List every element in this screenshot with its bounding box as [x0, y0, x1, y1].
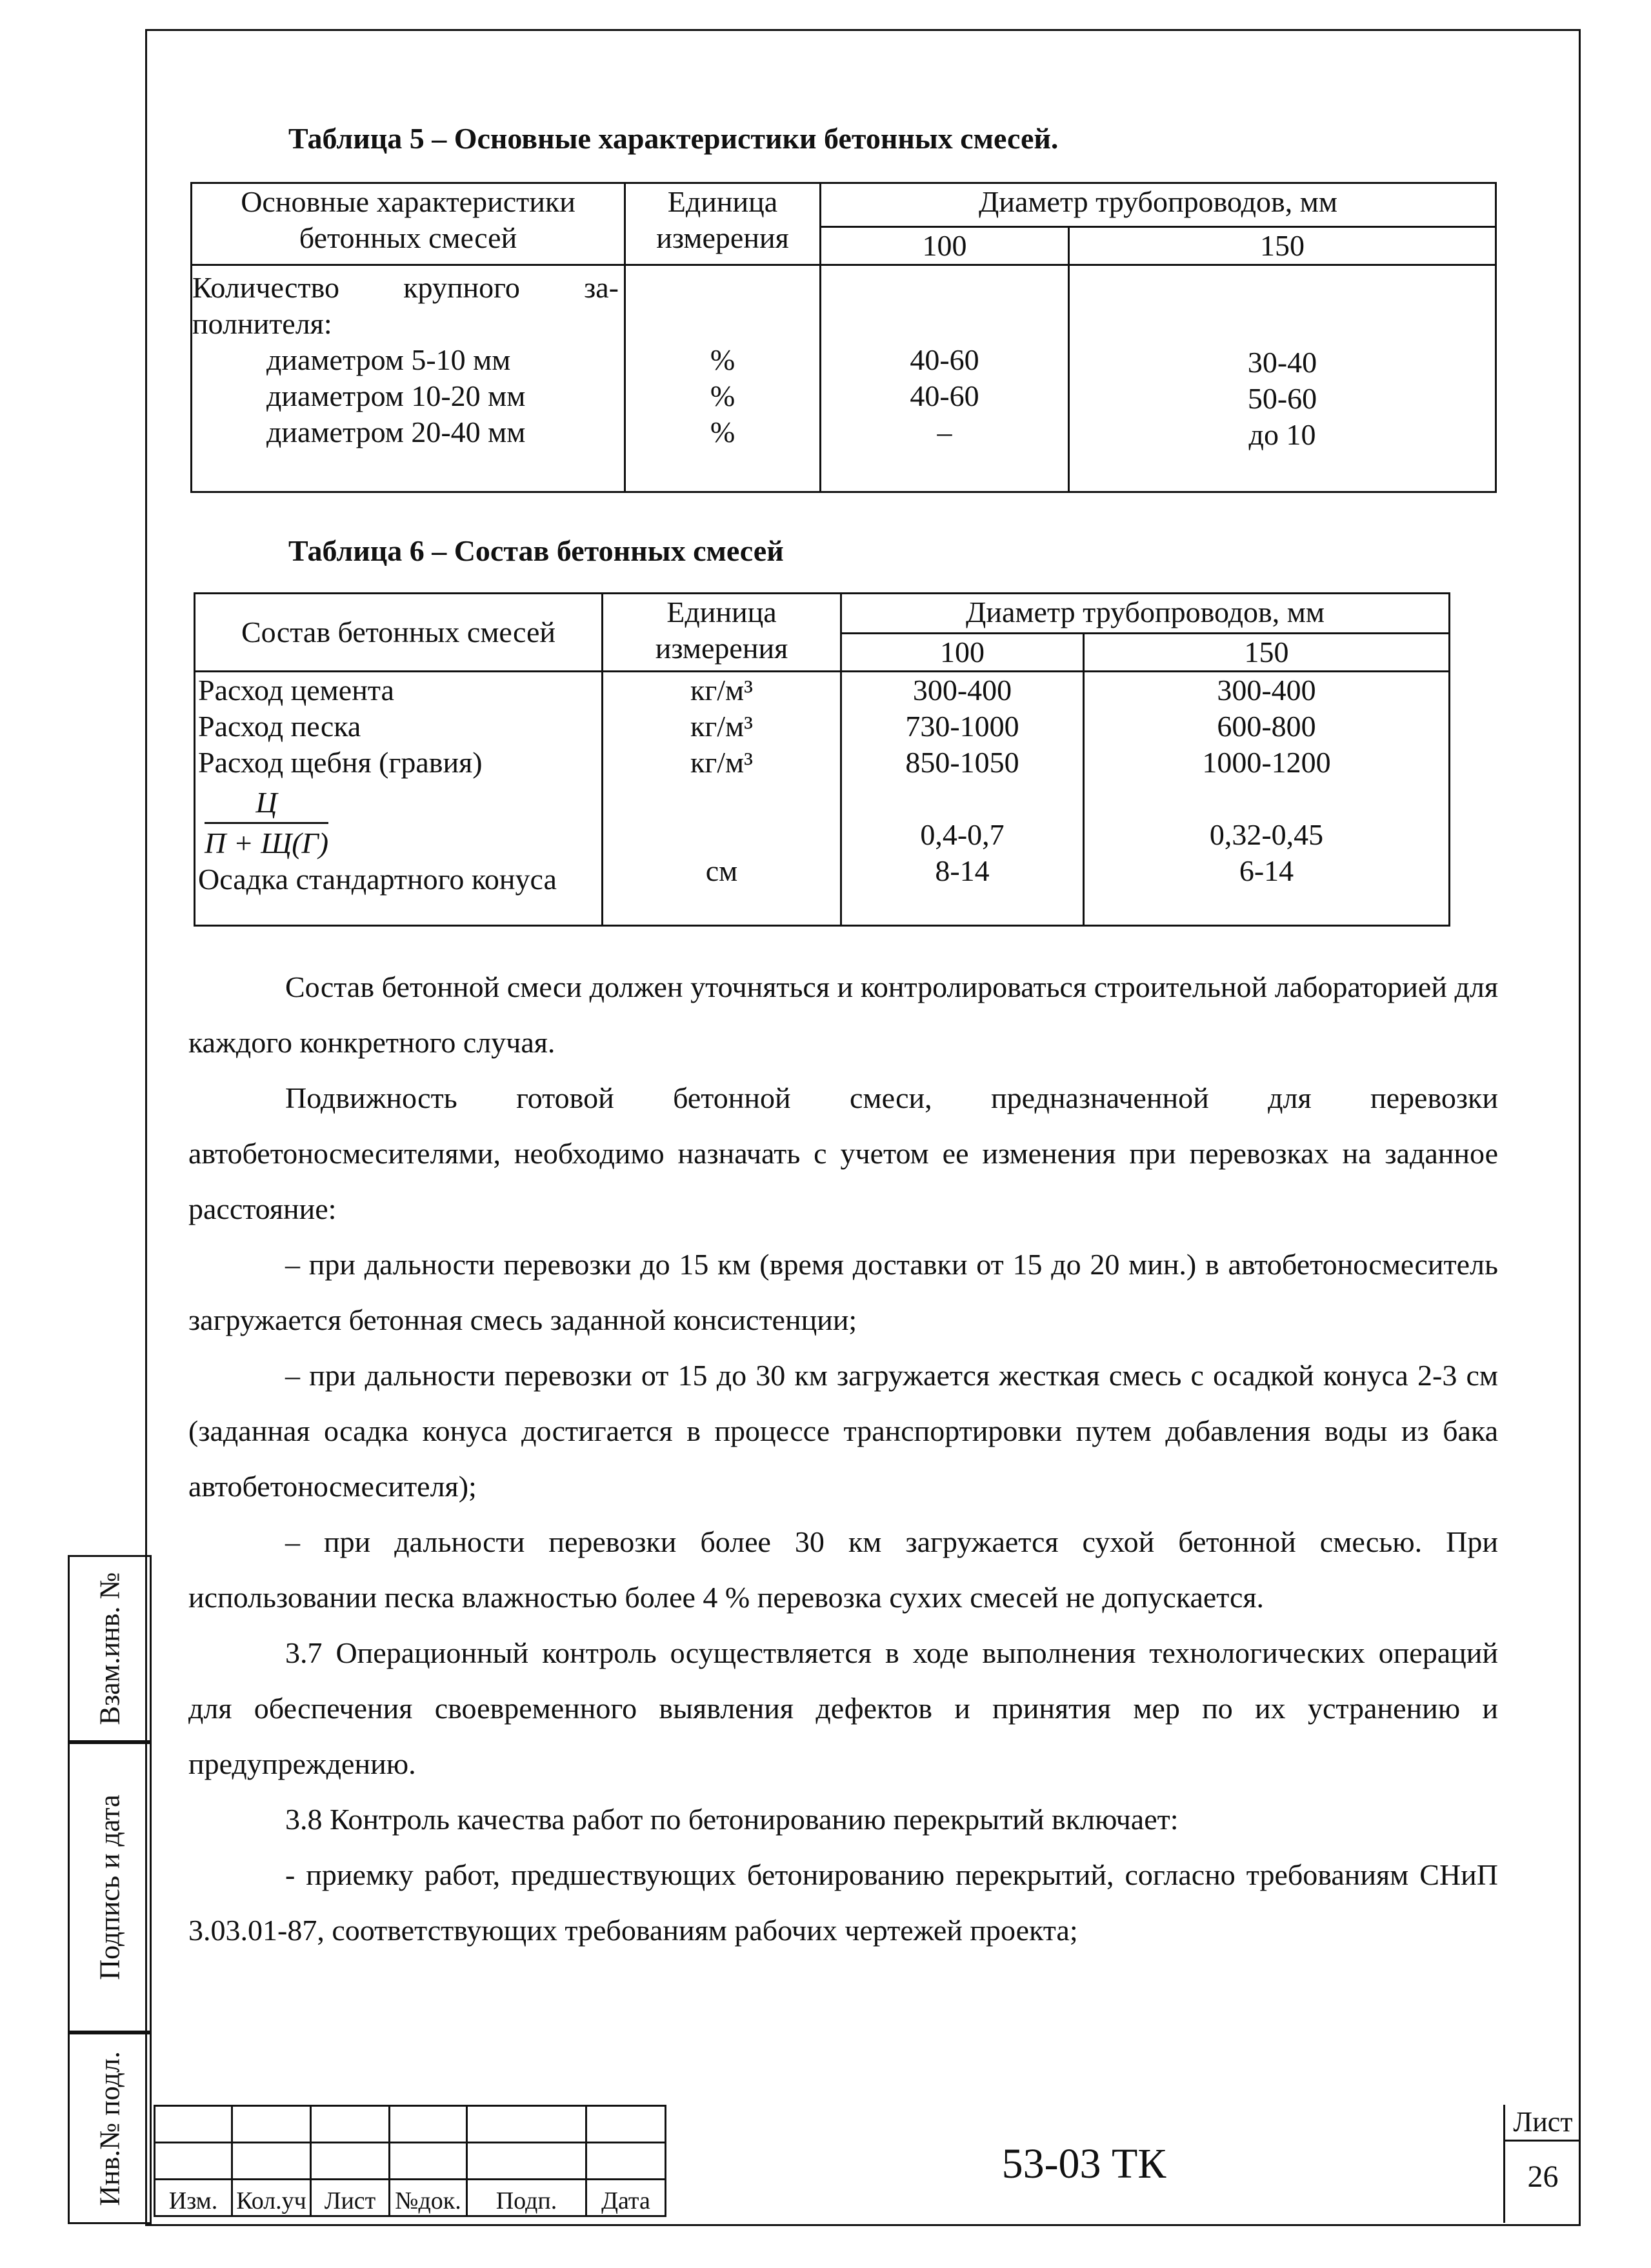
table6 — [194, 592, 1450, 927]
sidebar-sign-date: Подпись и дата — [68, 1742, 152, 2032]
table5-header-unit: Единица измерения — [625, 183, 821, 265]
table6-header-d100: 100 — [841, 634, 1084, 672]
stamp-col-podp: Подп. — [467, 2180, 586, 2216]
table6-units: кг/м³ кг/м³ кг/м³ см — [603, 672, 841, 926]
body-text — [188, 959, 1498, 1958]
paragraph-1: Состав бетонной смеси должен уточняться и контролироваться строительной лабораторией для каждого конкретного случая. — [188, 970, 1498, 1059]
stamp-col-ndoc: №док. — [390, 2180, 467, 2216]
sheet-box — [1503, 2105, 1581, 2223]
table5-d100-values: 40-60 40-60 – — [821, 265, 1069, 492]
paragraph-2: Подвижность готовой бетонной смеси, предназначенной для перевозки автобетоносмесителями, необходимо назначать с учетом ее изменения при перевозках на заданное расстояние: — [188, 1081, 1498, 1225]
paragraph-6: 3.7 Операционный контроль осуществляется в ходе выполнения технологических операций для обеспечения своевременного выявления дефектов и принятия мер по их устранению и предупреждению. — [188, 1636, 1498, 1780]
table5-row-labels: Количество крупного за- полнителя: диаметром 5-10 мм диаметром 10-20 мм диаметром 20-40 мм — [192, 265, 625, 492]
table6-header-d150: 150 — [1084, 634, 1450, 672]
paragraph-4: – при дальности перевозки от 15 до 30 км загружается жесткая смесь с осадкой конуса 2-3 см (заданная осадка конуса достигается в процессе транспортировки путем добавления воды из бака автобетоносмесителя); — [188, 1359, 1498, 1503]
title-block-grid — [154, 2105, 666, 2217]
sidebar-inv-replace: Взам.инв. № — [68, 1555, 152, 1742]
table5-header-characteristic: Основные характеристики бетонных смесей — [192, 183, 625, 265]
sheet-number: 26 — [1527, 2160, 1559, 2194]
paragraph-8: - приемку работ, предшествующих бетонированию перекрытий, согласно требованиям СНиП 3.03.01-87, соответствующих требованиям рабочих чертежей проекта; — [188, 1858, 1498, 1947]
stamp-col-data: Дата — [586, 2180, 666, 2216]
table6-header-composition: Состав бетонных смесей — [195, 594, 603, 672]
table5-units: % % % — [625, 265, 821, 492]
stamp-col-list: Лист — [311, 2180, 390, 2216]
table5-header-diameter: Диаметр трубопроводов, мм — [821, 183, 1496, 227]
stamp-col-izm: Изм. — [155, 2180, 232, 2216]
sidebar-inv-original: Инв.№ подл. — [68, 2032, 152, 2224]
sheet-label: Лист — [1505, 2105, 1581, 2142]
table6-caption: Таблица 6 – Состав бетонных смесей — [288, 534, 784, 567]
cement-ratio-formula: $\frac{Ц}{П + Щ(Г)}$ — [205, 786, 329, 859]
table5-caption: Таблица 5 – Основные характеристики бетонных смесей. — [288, 122, 1059, 155]
table5-d150-values: 30-40 50-60 до 10 — [1069, 265, 1496, 492]
stamp-col-kol: Кол.уч — [232, 2180, 311, 2216]
table6-header-unit: Единица измерения — [603, 594, 841, 672]
paragraph-5: – при дальности перевозки более 30 км загружается сухой бетонной смесью. При использовании песка влажностью более 4 % перевозка сухих смесей не допускается. — [188, 1525, 1498, 1614]
table6-row-labels: Расход цемента Расход песка Расход щебня (гравия) $\frac{Ц}{П + Щ(Г)}$ Осадка стандартного конуса — [195, 672, 603, 926]
table6-d100-values: 300-400 730-1000 850-1050 0,4-0,7 8-14 — [841, 672, 1084, 926]
table6-header-diameter: Диаметр трубопроводов, мм — [841, 594, 1450, 634]
table5-header-d100: 100 — [821, 227, 1069, 265]
table5 — [190, 182, 1497, 493]
paragraph-3: – при дальности перевозки до 15 км (время доставки от 15 до 20 мин.) в автобетоносмеситель загружается бетонная смесь заданной консистенции; — [188, 1248, 1498, 1336]
table6-d150-values: 300-400 600-800 1000-1200 0,32-0,45 6-14 — [1084, 672, 1450, 926]
paragraph-7: 3.8 Контроль качества работ по бетонированию перекрытий включает: — [285, 1803, 1179, 1836]
document-number: 53-03 ТК — [1001, 2140, 1166, 2187]
table5-header-d150: 150 — [1069, 227, 1496, 265]
